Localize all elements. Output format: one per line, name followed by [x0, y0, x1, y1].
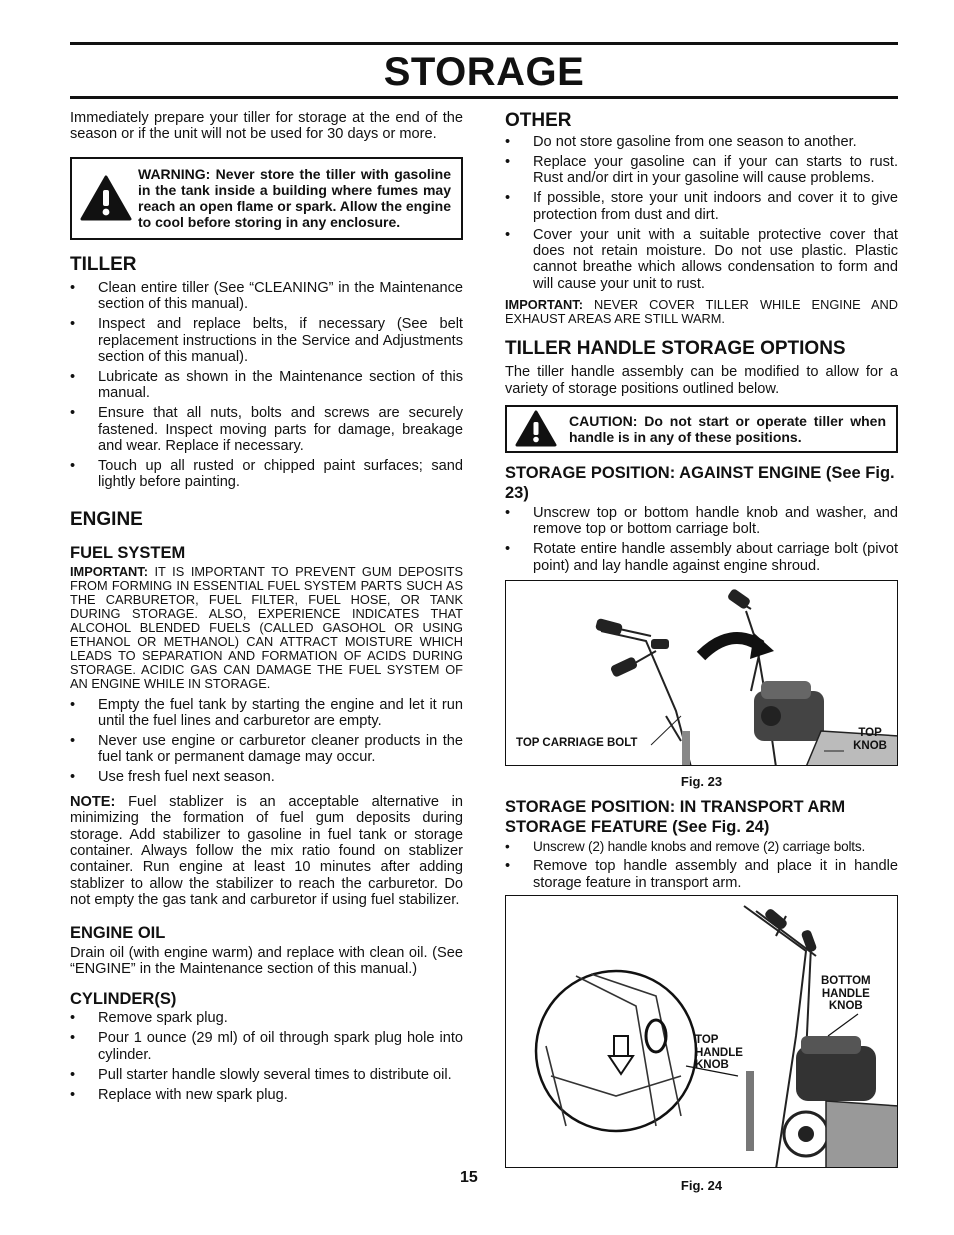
cylinder-list — [70, 1010, 463, 1103]
bottom-handle-knob-label-line: BOTTOM — [821, 975, 871, 988]
caution-box — [505, 405, 898, 453]
engine-oil-heading: ENGINE OIL — [70, 923, 166, 942]
tiller-transport-arm-illustration — [506, 896, 898, 1168]
warning-text: WARNING: Never store the tiller with gasoline in the tank inside a building where fumes may reach an open flame or spark. Allow the engine to cool before storing in any enclosure. — [138, 166, 452, 231]
warning-box — [70, 157, 463, 240]
top-rule — [70, 42, 898, 45]
bottom-handle-knob-label-line: HANDLE — [821, 987, 870, 1000]
storage-position-2-heading: STORAGE POSITION: IN TRANSPORT ARM STORAGE FEATURE (See Fig. 24) — [505, 797, 846, 836]
list-item: • Touch up all rusted or chipped paint surfaces; sand lightly before painting. — [70, 458, 463, 491]
list-item: • Pour 1 ounce (29 ml) of oil through spark plug hole into cylinder. — [70, 1030, 463, 1063]
top-knob-label-line: KNOB — [853, 739, 887, 752]
top-handle-knob-label — [695, 1034, 743, 1072]
caution-text: CAUTION: Do not start or operate tiller when handle is in any of these positions. — [569, 412, 886, 445]
top-handle-knob-label-line: TOP — [695, 1034, 719, 1047]
top-handle-knob-label-line: KNOB — [695, 1059, 729, 1072]
bottom-handle-knob-label — [821, 975, 871, 1013]
top-handle-knob-label-line: HANDLE — [695, 1046, 743, 1059]
other-important-paragraph — [505, 298, 898, 326]
list-item: • Remove top handle assembly and place it in handle storage feature in transport arm. — [505, 858, 898, 891]
list-item: • Lubricate as shown in the Maintenance section of this manual. — [70, 369, 463, 402]
note-text: Fuel stablizer is an acceptable alternative in minimizing the formation of fuel gum deposits during storage. Add stabilizer to gasoline in fuel tank or storage container. Always follow the mix ratio found on stablizer container. Run engine at least 10 minutes after adding stablizer to allow the stabilizer to reach the carburetor. Do not empty the gas tank and carburetor if using fuel stabilizer. — [70, 793, 463, 909]
list-item: • Pull starter handle slowly several times to distribute oil. — [70, 1067, 463, 1083]
list-item: • If possible, store your unit indoors and cover it to give protection from dust and dirt. — [505, 190, 898, 223]
engine-oil-text: Drain oil (with engine warm) and replace with clean oil. (See “ENGINE” in the Maintenance section of this manual.) — [70, 944, 463, 977]
storage-position-1-heading: STORAGE POSITION: AGAINST ENGINE (See Fig. 23) — [505, 463, 895, 502]
list-item: • Clean entire tiller (See “CLEANING” in the Maintenance section of this manual). — [70, 280, 463, 313]
page-number: 15 — [460, 1169, 478, 1186]
title-bottom-rule — [70, 96, 898, 99]
note-paragraph — [70, 794, 463, 909]
list-item: • Inspect and replace belts, if necessary (See belt replacement instructions in the Service and Adjustments section of this manual). — [70, 316, 463, 365]
list-item: • Remove spark plug. — [70, 1010, 463, 1026]
position-1-list — [505, 505, 898, 574]
tiller-list — [70, 280, 463, 491]
top-knob-label — [853, 727, 887, 752]
important-text: IT IS IMPORTANT TO PREVENT GUM DEPOSITS FROM FORMING IN ESSENTIAL FUEL SYSTEM PARTS SUCH AS THE CARBURETOR, FUEL FILTER, FUEL HOSE, OR TANK DURING STORAGE. ALSO, EXPERIENCE INDICATES THAT ALCOHOL BLENDED FUELS (CALLED GASOHOL OR USING ETHANOL OR METHANOL) CAN ATTRACT MOISTURE WHICH LEADS TO SEPARATION AND FORMATION OF ACIDS DURING STORAGE. ACIDIC GAS CAN DAMAGE THE FUEL SYSTEM OF AN ENGINE WHILE IN STORAGE. — [70, 563, 463, 691]
list-item: • Never use engine or carburetor cleaner products in the fuel tank or permanent damage may occur. — [70, 733, 463, 766]
caution-triangle-icon — [515, 410, 557, 448]
left-column — [70, 110, 463, 1106]
handle-storage-heading: TILLER HANDLE STORAGE OPTIONS — [505, 338, 846, 360]
list-item: • Use fresh fuel next season. — [70, 769, 463, 785]
list-item: • Do not store gasoline from one season to another. — [505, 134, 898, 150]
top-knob-label-line: TOP — [858, 727, 882, 740]
list-item: • Empty the fuel tank by starting the engine and let it run until the fuel lines and carburetor are empty. — [70, 697, 463, 730]
bottom-handle-knob-label-line: KNOB — [828, 1000, 863, 1013]
page-title: STORAGE — [383, 50, 585, 94]
important-label: IMPORTANT: — [505, 297, 583, 313]
other-list — [505, 134, 898, 292]
important-text: NEVER COVER TILLER WHILE ENGINE AND EXHAUST AREAS ARE STILL WARM. — [505, 297, 898, 327]
figure-24 — [505, 895, 898, 1168]
other-heading: OTHER — [505, 110, 572, 131]
figure-24-caption: Fig. 24 — [680, 1178, 723, 1194]
figure-23-caption: Fig. 23 — [680, 774, 723, 790]
list-item: • Unscrew top or bottom handle knob and washer, and remove top or bottom carriage bolt. — [505, 505, 898, 538]
engine-heading: ENGINE — [70, 508, 143, 530]
list-item: • Unscrew (2) handle knobs and remove (2) carriage bolts. — [505, 839, 898, 855]
list-item: • Rotate entire handle assembly about carriage bolt (pivot point) and lay handle against engine shroud. — [505, 541, 898, 574]
fuel-list — [70, 697, 463, 786]
right-column — [505, 110, 898, 1195]
list-item: • Cover your unit with a suitable protective cover that does not retain moisture. Do not use plastic. Plastic cannot breathe which allows condensation to form and will cause your unit to rust. — [505, 227, 898, 293]
handle-storage-intro: The tiller handle assembly can be modified to allow for a variety of storage positions outlined below. — [505, 364, 898, 397]
top-carriage-bolt-label: TOP CARRIAGE BOLT — [516, 737, 638, 750]
list-item: • Replace with new spark plug. — [70, 1087, 463, 1103]
important-label: IMPORTANT: — [70, 563, 148, 579]
fuel-important-paragraph — [70, 565, 463, 691]
position-2-list — [505, 839, 898, 892]
fuel-system-heading: FUEL SYSTEM — [70, 543, 186, 562]
list-item: • Ensure that all nuts, bolts and screws are securely fastened. Inspect moving parts for damage, breakage and wear. Replace if necessary. — [70, 405, 463, 454]
note-label: NOTE: — [70, 793, 116, 810]
list-item: • Replace your gasoline can if your can starts to rust. Rust and/or dirt in your gasoline will cause problems. — [505, 154, 898, 187]
tiller-heading: TILLER — [70, 253, 137, 275]
cylinders-heading: CYLINDER(S) — [70, 990, 177, 1009]
figure-23 — [505, 580, 898, 766]
warning-triangle-icon — [80, 174, 132, 222]
storage-intro: Immediately prepare your tiller for storage at the end of the season or if the unit will not be used for 30 days or more. — [70, 110, 463, 143]
